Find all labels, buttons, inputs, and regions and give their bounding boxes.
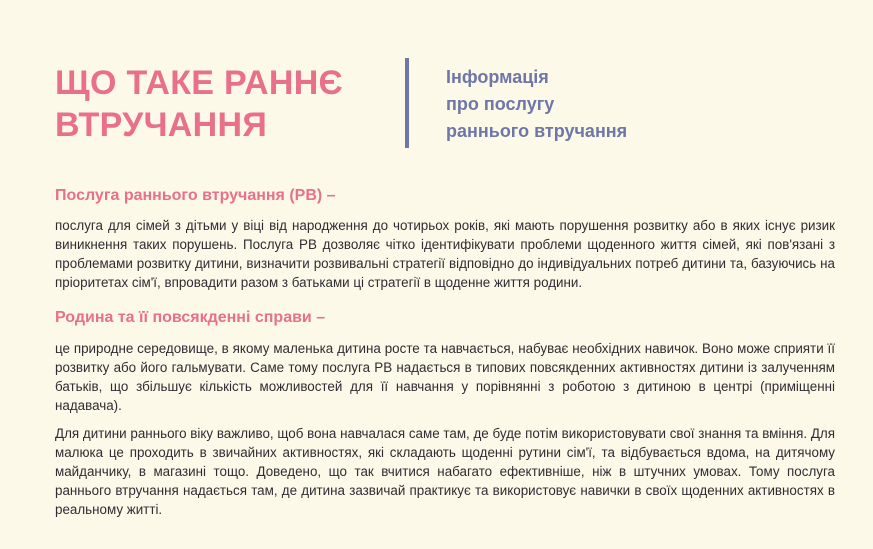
page-subtitle-line-3: раннього втручання — [446, 121, 628, 141]
section-early-intervention-service — [55, 186, 835, 292]
section-paragraph: Для дитини раннього віку важливо, щоб вона навчалася саме там, де буде потім використовувати свої знання та вміння. Для малюка це проходить в звичайних активностях, які складають щоденні рутини сім'ї, та відбувається вдома, на дитячому майданчику, в магазині тощо. Доведено, що так вчитися набагато ефективніше, ніж в штучних умовах. Тому послуга раннього втручання надається там, де дитина зазвичай практикує та використовує навички в своїх щоденних активностях в реальному житті. — [55, 426, 835, 517]
section-heading: Послуга раннього втручання (РВ) – — [55, 187, 336, 204]
page-title-line-1: ЩО ТАКЕ РАННЄ — [55, 64, 344, 102]
document-body — [55, 186, 835, 519]
section-family-daily-life — [55, 308, 835, 519]
section-paragraph: це природне середовище, в якому маленька дитина росте та навчається, набуває необхідних навичок. Воно може сприяти її розвитку або його гальмувати. Саме тому послуга РВ надається в типових повсякденних активностях дитини із залученням батьків, що збільшує кількість можливостей для її навчання у порівнянні з роботою з дитиною в центрі (приміщенні надавача). — [55, 341, 835, 413]
page-title — [55, 62, 343, 146]
page-subtitle-line-1: Інформація — [446, 67, 549, 87]
page-subtitle-line-2: про послугу — [446, 94, 555, 114]
page-title-line-2: ВТРУЧАННЯ — [55, 106, 268, 144]
page-subtitle — [446, 64, 627, 145]
section-paragraph: послуга для сімей з дітьми у віці від народження до чотирьох років, які мають порушення розвитку або в яких існує ризик виникнення таких порушень. Послуга РВ дозволяє чітко ідентифікувати проблеми щоденного життя сімей, які пов'язані з проблемами розвитку дитини, визначити розвивальні стратегії відповідно до індивідуальних потреб дитини та, базуючись на пріоритетах сім'ї, впровадити разом з батьками ці стратегії в щоденне життя родини. — [55, 218, 835, 290]
section-heading: Родина та її повсякденні справи – — [55, 309, 326, 326]
vertical-divider — [405, 58, 409, 148]
page-header — [55, 62, 835, 152]
